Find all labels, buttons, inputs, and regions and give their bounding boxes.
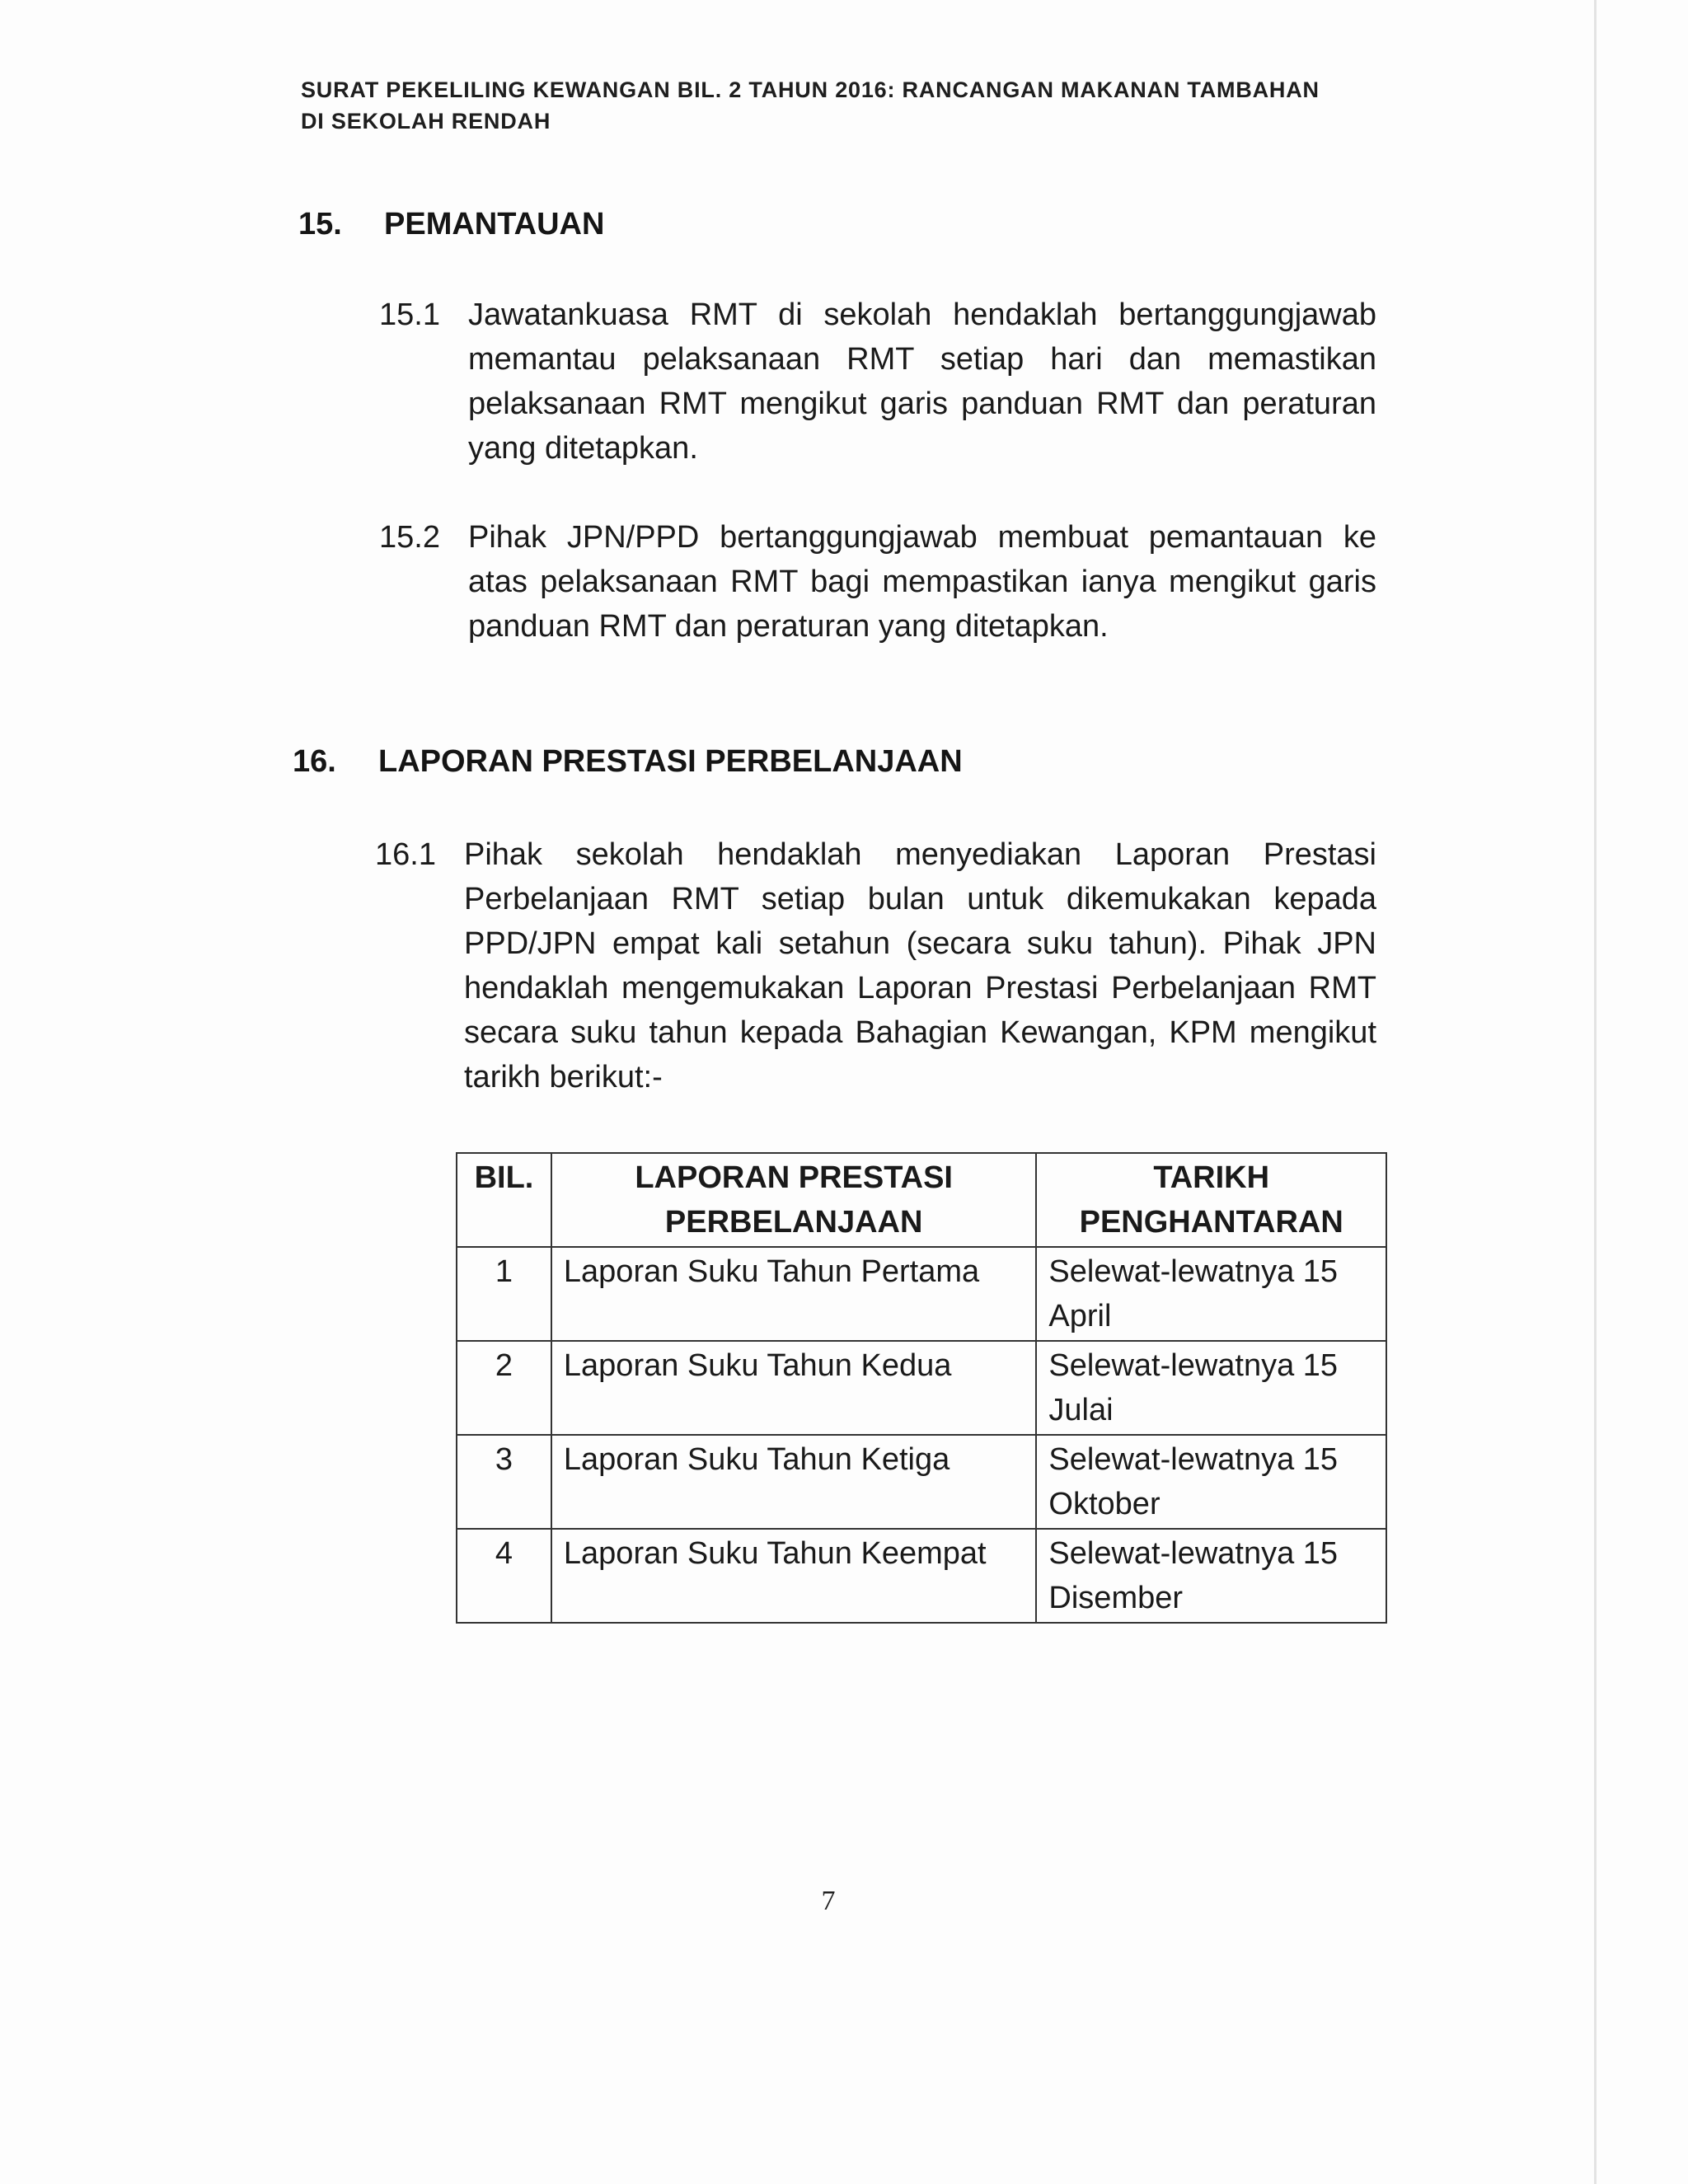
scan-edge-shadow: [1594, 0, 1597, 2184]
paragraph-16-1: [375, 832, 1376, 1104]
paragraph-text: Pihak JPN/PPD bertanggungjawab membuat pemantauan ke atas pelaksanaan RMT bagi mempastikan ianya mengikut garis panduan RMT dan peraturan yang ditetapkan.: [468, 520, 1376, 644]
header-line-1: SURAT PEKELILING KEWANGAN BIL. 2 TAHUN 2016: RANCANGAN MAKANAN TAMBAHAN: [301, 77, 1320, 102]
section-title: PEMANTAUAN: [384, 207, 605, 241]
page-number: 7: [821, 1886, 836, 1916]
cell-bil: 4: [457, 1529, 551, 1623]
cell-laporan: Laporan Suku Tahun Pertama: [551, 1247, 1037, 1341]
paragraph-15-2: [379, 515, 1376, 655]
section-title: LAPORAN PRESTASI PERBELANJAAN: [378, 744, 963, 779]
header-line-2: DI SEKOLAH RENDAH: [301, 109, 551, 134]
paragraph-number: 15.1: [379, 298, 440, 332]
cell-bil: 1: [457, 1247, 551, 1341]
report-schedule-table: [456, 1152, 1387, 1624]
header-bil: BIL.: [457, 1153, 551, 1247]
paragraph-text: Pihak sekolah hendaklah menyediakan Laporan Prestasi Perbelanjaan RMT setiap bulan untuk dikemukakan kepada PPD/JPN empat kali setahun (secara suku tahun). Pihak JPN hendaklah mengemukakan Laporan Prestasi Perbelanjaan RMT secara suku tahun kepada Bahagian Kewangan, KPM mengikut tarikh berikut:-: [464, 837, 1376, 1094]
document-header: [301, 74, 1405, 137]
section-number: 15.: [298, 207, 342, 241]
header-tarikh: TARIKH PENGHANTARAN: [1036, 1153, 1386, 1247]
paragraph-number: 16.1: [375, 837, 436, 872]
cell-tarikh: Selewat-lewatnya 15 Julai: [1036, 1341, 1386, 1435]
cell-tarikh: Selewat-lewatnya 15 April: [1036, 1247, 1386, 1341]
table-row: [457, 1247, 1386, 1341]
cell-tarikh: Selewat-lewatnya 15 Oktober: [1036, 1435, 1386, 1529]
paragraph-text: Jawatankuasa RMT di sekolah hendaklah bertanggungjawab memantau pelaksanaan RMT setiap hari dan memastikan pelaksanaan RMT mengikut garis panduan RMT dan peraturan yang ditetapkan.: [468, 298, 1376, 466]
cell-laporan: Laporan Suku Tahun Kedua: [551, 1341, 1037, 1435]
paragraph-number: 15.2: [379, 520, 440, 555]
cell-laporan: Laporan Suku Tahun Ketiga: [551, 1435, 1037, 1529]
table-row: [457, 1341, 1386, 1435]
header-laporan: LAPORAN PRESTASI PERBELANJAAN: [551, 1153, 1037, 1247]
section-heading-15: [298, 204, 604, 244]
paragraph-15-1: [379, 293, 1376, 474]
cell-bil: 3: [457, 1435, 551, 1529]
cell-bil: 2: [457, 1341, 551, 1435]
cell-tarikh: Selewat-lewatnya 15 Disember: [1036, 1529, 1386, 1623]
table-row: [457, 1435, 1386, 1529]
section-number: 16.: [293, 744, 336, 779]
section-heading-16: [293, 742, 963, 781]
table-row: [457, 1529, 1386, 1623]
table-header-row: [457, 1153, 1386, 1247]
cell-laporan: Laporan Suku Tahun Keempat: [551, 1529, 1037, 1623]
